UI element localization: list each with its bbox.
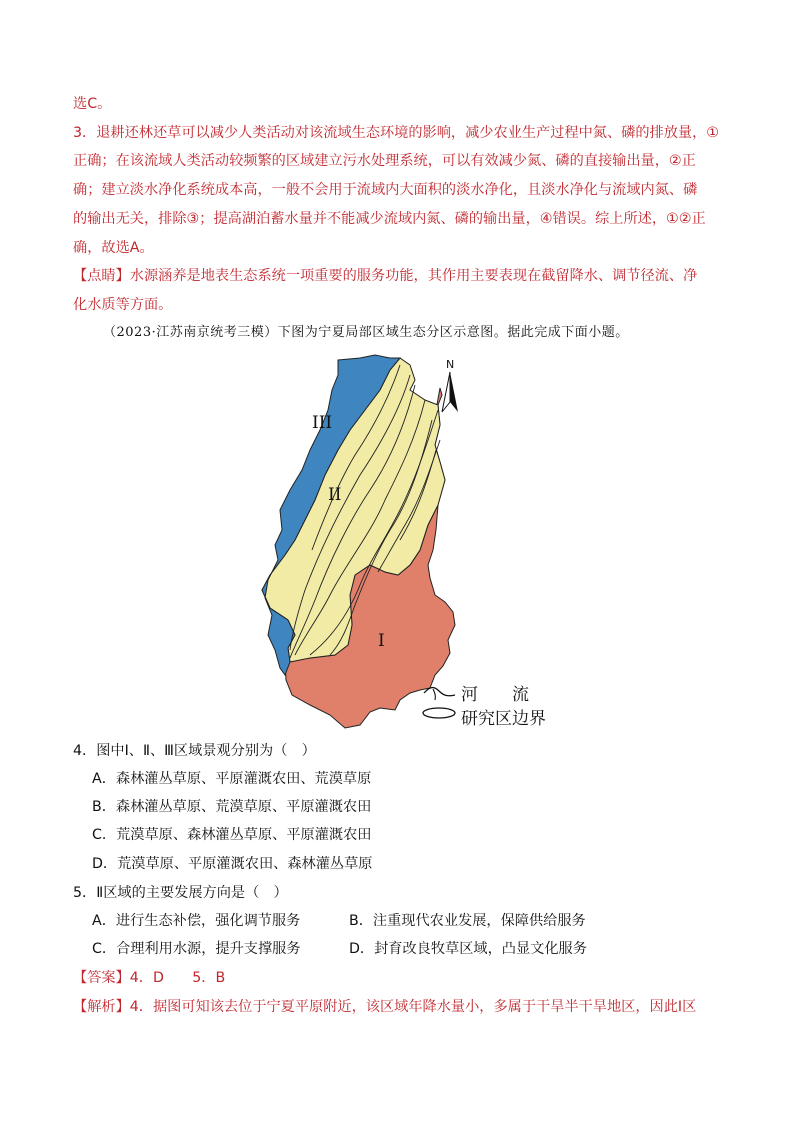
q4-stem: 4．图中Ⅰ、Ⅱ、Ⅲ区域景观分别为（ ）	[73, 743, 316, 759]
q5-option-c: C．合理利用水源，提升支撑服务	[92, 941, 301, 957]
answer-label: 【答案】	[73, 970, 130, 986]
dianjing-label: 【点睛】	[73, 268, 130, 284]
legend-boundary-label: 研究区边界	[461, 709, 546, 729]
dianjing-line-2: 化水质等方面。	[73, 297, 173, 313]
answer-text: 4．D 5．B	[129, 970, 226, 986]
svg-text:N: N	[446, 358, 455, 371]
north-arrow-icon	[442, 358, 458, 412]
region-1-label: I	[378, 631, 385, 651]
q5-option-d: D．封育改良牧草区域，凸显文化服务	[349, 941, 587, 957]
q5-stem: 5．Ⅱ区域的主要发展方向是（ ）	[73, 885, 288, 901]
question-intro: （2023·江苏南京统考三模）下图为宁夏局部区域生态分区示意图。据此完成下面小题。	[103, 325, 629, 340]
q4-option-d: D．荒漠草原、平原灌溉农田、森林灌丛草原	[92, 856, 373, 872]
analysis-line: 【解析】4．据图可知该去位于宁夏平原附近，该区域年降水量小，多属于干旱半干旱地区，因此Ⅰ区	[73, 999, 697, 1015]
analysis-label: 【解析】	[73, 999, 130, 1015]
text-line-6: 确，故选A。	[73, 240, 154, 256]
text-line-5: 的输出无关，排除③；提高湖泊蓄水量并不能减少流域内氮、磷的输出量，④错误。综上所述，①②正	[73, 211, 706, 227]
text-line-2: 3．退耕还林还草可以减少人类活动对该流域生态环境的影响，减少农业生产过程中氮、磷的排放量，①	[73, 125, 720, 141]
boundary-legend-icon	[423, 708, 455, 718]
text-line-3: 正确；在该流域人类活动较频繁的区域建立污水处理系统，可以有效减少氮、磷的直接输出量，②正	[73, 153, 696, 169]
text-line-4: 确；建立淡水净化系统成本高，一般不会用于流域内大面积的淡水净化，且淡水净化与流域内氮、磷	[73, 182, 698, 198]
q4-option-c: C．荒漠草原、森林灌丛草原、平原灌溉农田	[92, 827, 372, 843]
q5-option-a: A．进行生态补偿，强化调节服务	[92, 913, 301, 929]
q4-option-b: B．森林灌丛草原、荒漠草原、平原灌溉农田	[92, 799, 372, 815]
ecological-zone-map	[250, 350, 570, 735]
text-line-1: 选C。	[73, 96, 112, 112]
q5-option-b: B．注重现代农业发展，保障供给服务	[349, 913, 586, 929]
legend-icons	[421, 681, 461, 721]
q4-option-a: A．森林灌丛草原、平原灌溉农田、荒漠草原	[92, 771, 372, 787]
answer-line	[73, 968, 225, 988]
region-3-label: III	[312, 413, 333, 433]
region-2-label: II	[328, 485, 342, 505]
river-legend-icon	[424, 688, 455, 696]
dianjing-line: 【点睛】水源涵养是地表生态系统一项重要的服务功能，其作用主要表现在截留降水、调节径流、净	[73, 268, 698, 284]
legend-river-label: 河 流	[461, 685, 529, 705]
